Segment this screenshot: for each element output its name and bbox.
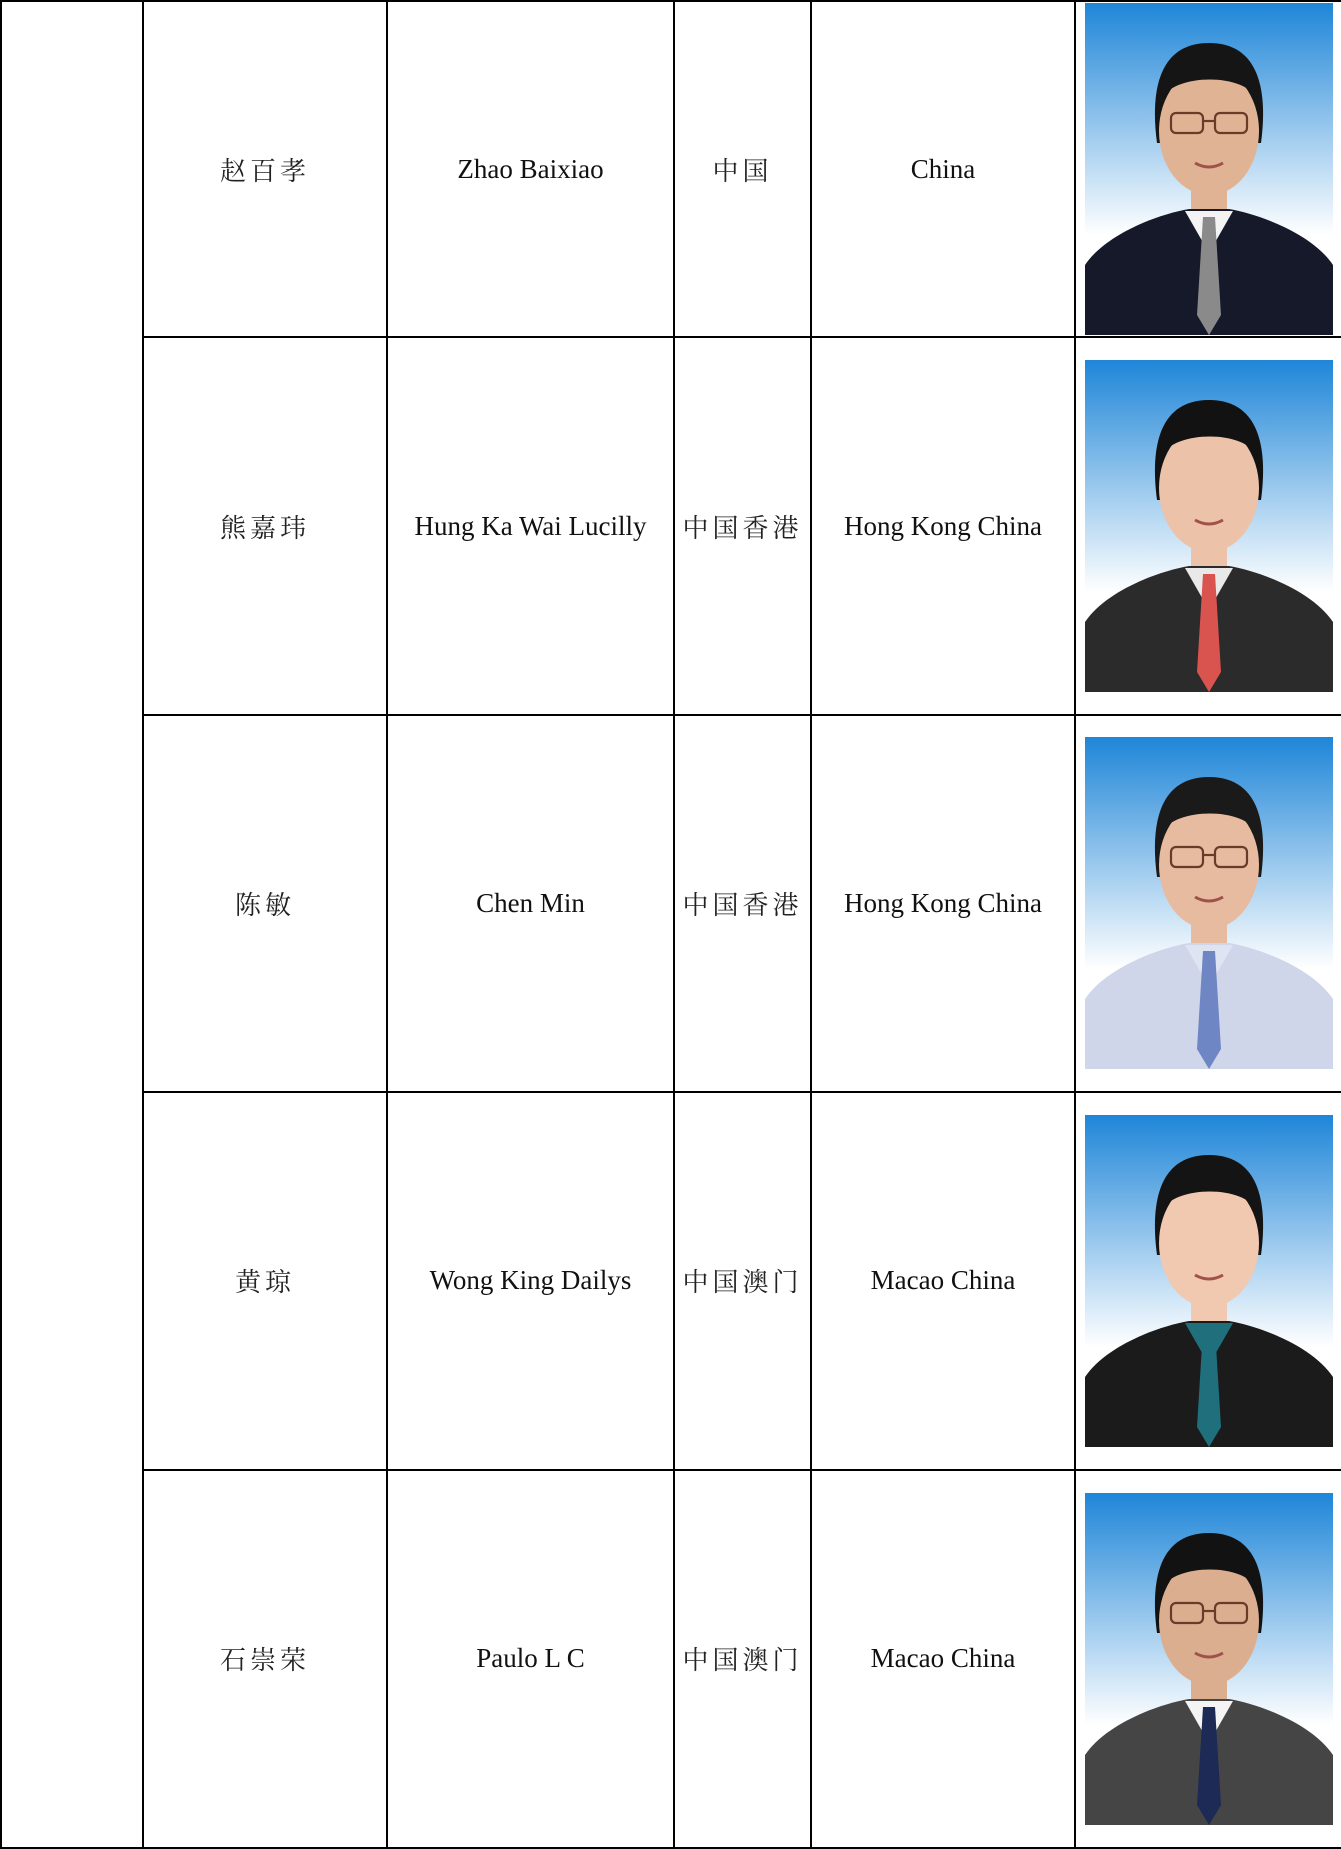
name-cn-cell <box>143 715 387 1092</box>
photo-cell <box>1075 337 1341 714</box>
name-cn: 赵百孝 <box>219 156 310 187</box>
region-en-cell <box>811 715 1075 1092</box>
region-en: Hong Kong China <box>844 887 1042 918</box>
portrait-photo <box>1085 1493 1333 1825</box>
region-cn-cell <box>674 715 811 1092</box>
portrait-photo <box>1085 1115 1333 1447</box>
name-cn-cell <box>143 1092 387 1469</box>
photo-cell <box>1075 1092 1341 1469</box>
name-en: Hung Ka Wai Lucilly <box>414 510 647 541</box>
region-en-cell <box>811 1470 1075 1848</box>
name-en: Zhao Baixiao <box>457 153 604 184</box>
name-cn: 黄琼 <box>234 1268 295 1299</box>
table-row <box>1 715 1341 1092</box>
name-en-cell <box>387 1470 674 1848</box>
portrait-photo <box>1085 737 1333 1069</box>
name-en: Wong King Dailys <box>429 1265 632 1296</box>
photo-cell <box>1075 1470 1341 1848</box>
name-en: Chen Min <box>476 887 585 918</box>
portrait-woman-braided-hair-dark-jacket-icon <box>1085 1115 1333 1447</box>
portrait-man-glasses-striped-tie-icon <box>1085 3 1333 335</box>
region-cn-cell <box>674 1092 811 1469</box>
group-label-cell <box>1 1 143 1848</box>
region-en: China <box>910 153 976 184</box>
portrait-man-red-glasses-light-shirt-icon <box>1085 737 1333 1069</box>
name-cn-cell <box>143 1 387 337</box>
portrait-man-grey-suit-navy-tie-icon <box>1085 1493 1333 1825</box>
name-cn-cell <box>143 337 387 714</box>
table-row <box>1 1092 1341 1469</box>
region-en: Macao China <box>870 1265 1016 1296</box>
region-en: Macao China <box>870 1643 1016 1674</box>
name-en-cell <box>387 1092 674 1469</box>
table-row <box>1 1 1341 337</box>
name-cn: 石崇荣 <box>219 1646 310 1677</box>
region-cn: 中国香港 <box>682 513 803 544</box>
region-en: Hong Kong China <box>844 510 1042 541</box>
table-row <box>1 1470 1341 1848</box>
region-en-cell <box>811 1 1075 337</box>
portrait-photo <box>1085 360 1333 692</box>
region-cn: 中国香港 <box>682 890 803 921</box>
region-cn: 中国澳门 <box>682 1268 803 1299</box>
region-cn-cell <box>674 337 811 714</box>
portrait-photo <box>1085 3 1333 335</box>
name-en-cell <box>387 1 674 337</box>
name-cn: 陈敏 <box>234 890 295 921</box>
name-en-cell <box>387 715 674 1092</box>
region-cn-cell <box>674 1470 811 1848</box>
name-cn-cell <box>143 1470 387 1848</box>
region-en-cell <box>811 337 1075 714</box>
name-en-cell <box>387 337 674 714</box>
region-cn: 中国 <box>712 156 773 187</box>
region-cn-cell <box>674 1 811 337</box>
table-row <box>1 337 1341 714</box>
photo-cell <box>1075 715 1341 1092</box>
region-en-cell <box>811 1092 1075 1469</box>
portrait-woman-long-hair-scarf-icon <box>1085 360 1333 692</box>
name-en: Paulo L C <box>476 1643 585 1674</box>
photo-cell <box>1075 1 1341 337</box>
region-cn: 中国澳门 <box>682 1646 803 1677</box>
name-cn: 熊嘉玮 <box>219 513 310 544</box>
